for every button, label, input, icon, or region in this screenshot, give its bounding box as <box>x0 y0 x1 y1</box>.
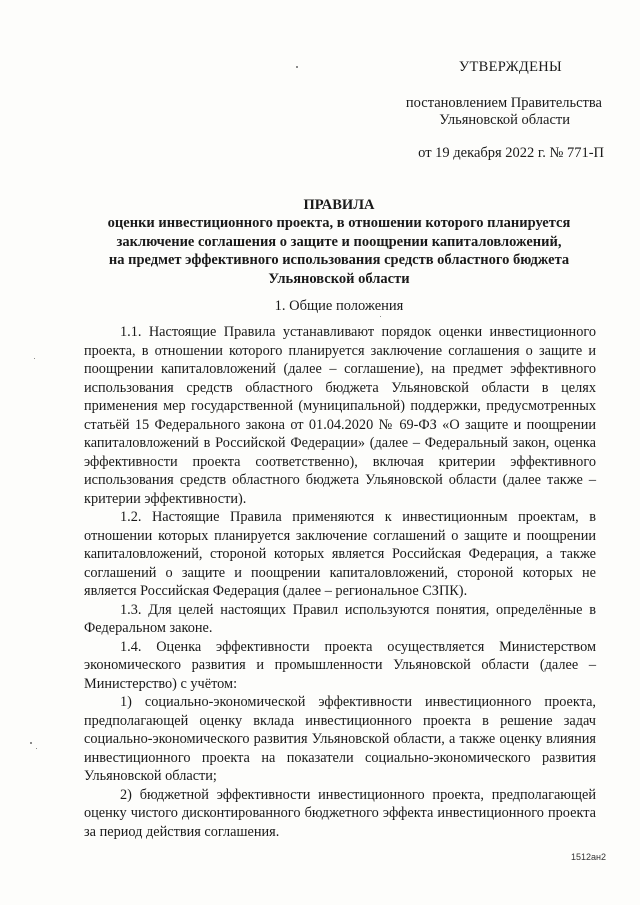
title-line-3: заключение соглашения о защите и поощрении капиталовложений, <box>116 233 562 250</box>
title-line-2: оценки инвестиционного проекта, в отношении которого планируется <box>107 215 571 232</box>
document-body <box>84 323 596 841</box>
scan-speck <box>30 742 32 744</box>
approval-decree-line1: постановлением Правительства <box>405 95 602 111</box>
paragraph-1-3: 1.3. Для целей настоящих Правил используются понятия, определённые в Федеральном законе. <box>84 601 596 636</box>
document-title <box>84 196 594 288</box>
paragraph-1-1: 1.1. Настоящие Правила устанавливают порядок оценки инвестиционного проекта, в отношении которого планируется заключение соглашения о защите и поощрении капиталовложений (далее – соглашение), на предмет эффективного использования средств областного бюджета Ульяновской области в целях применения мер государственной (муниципальной) поддержки, предусмотренных статьёй 15 Федерального закона от 01.04.2020 № 69-ФЗ «О защите и поощрении капиталовложений в Российской Федерации» (далее – Федеральный закон, оценка эффективности проекта соответственно), включая критерии эффективного использования средств областного бюджета Ульяновской области (далее также – критерии эффективности). <box>84 324 596 507</box>
paragraph-1-2: 1.2. Настоящие Правила применяются к инвестиционным проектам, в отношении которых планируется заключение соглашений о защите и поощрении капиталовложений, стороной которых является Российская Федерация, а также соглашений о защите и поощрении капиталовложений, стороной которых не является Российская Федерация (далее – региональное СЗПК). <box>84 509 596 599</box>
approval-decree-date: от 19 декабря 2022 г. № 771-П <box>418 145 604 161</box>
title-line-5: Ульяновской области <box>268 270 410 287</box>
approval-stamp-title: УТВЕРЖДЕНЫ <box>458 59 562 75</box>
approval-decree-line2: Ульяновской области <box>439 112 570 128</box>
list-item-2: 2) бюджетной эффективности инвестиционного проекта, предполагающей оценку чистого дисконтированного бюджетного эффекта инвестиционного проекта за период действия соглашения. <box>84 786 596 840</box>
list-item-1: 1) социально-экономической эффективности инвестиционного проекта, предполагающей оценку вклада инвестиционного проекта в решение задач социально-экономического развития Ульяновской области, а также оценку влияния инвестиционного проекта на показатели социально-экономического развития Ульяновской области; <box>84 694 596 784</box>
paragraph-1-4: 1.4. Оценка эффективности проекта осуществляется Министерством экономического развития и промышленности Ульяновской области (далее – Министерство) с учётом: <box>84 638 596 692</box>
scan-speck <box>296 66 298 68</box>
section-heading: 1. Общие положения <box>274 298 404 314</box>
scan-speck <box>34 358 35 359</box>
title-line-4: на предмет эффективного использования средств областного бюджета <box>108 252 570 269</box>
scan-speck <box>36 748 37 749</box>
footer-code: 1512ан2 <box>570 852 606 862</box>
title-line-1: ПРАВИЛА <box>303 197 375 213</box>
scan-speck <box>380 316 381 317</box>
